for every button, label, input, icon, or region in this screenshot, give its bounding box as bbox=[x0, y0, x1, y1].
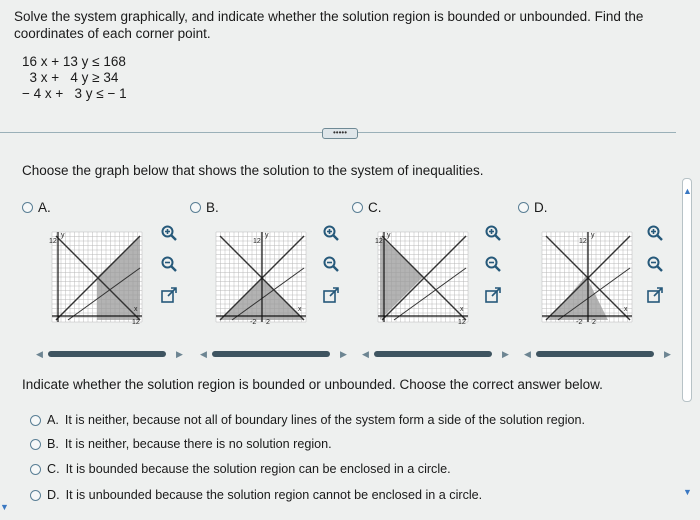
x-tick-label: 12 bbox=[458, 319, 466, 326]
radio-button[interactable] bbox=[30, 415, 41, 426]
external-link-icon[interactable] bbox=[322, 286, 340, 304]
option-letter: C. bbox=[368, 200, 382, 215]
answer-a[interactable] bbox=[30, 413, 585, 427]
x-axis-label: x bbox=[624, 306, 628, 313]
external-link-icon[interactable] bbox=[484, 286, 502, 304]
option-a[interactable] bbox=[22, 200, 51, 215]
zoom-out-icon[interactable] bbox=[322, 255, 340, 273]
zoom-in-icon[interactable] bbox=[484, 224, 502, 242]
x-axis-label: x bbox=[460, 306, 464, 313]
zoom-out-icon[interactable] bbox=[160, 255, 178, 273]
y-axis-label: y bbox=[387, 232, 391, 239]
option-c[interactable] bbox=[352, 200, 382, 215]
inequality-list bbox=[22, 54, 127, 102]
x-tick-label: 2 bbox=[592, 319, 596, 326]
horizontal-scrollbar-d[interactable]: ◀ ▶ bbox=[524, 349, 671, 359]
chevron-down-icon: ▼ bbox=[0, 502, 9, 512]
inequality-1: 16 x + 13 y ≤ 168 bbox=[22, 54, 126, 69]
radio-button[interactable] bbox=[22, 202, 33, 213]
icon-column-d bbox=[646, 224, 668, 317]
icon-column-a bbox=[160, 224, 182, 317]
part1-prompt: Choose the graph below that shows the solution to the system of inequalities. bbox=[22, 163, 484, 178]
answer-letter: D. bbox=[47, 488, 60, 502]
inequality-3: − 4 x + 3 y ≤ − 1 bbox=[22, 86, 127, 101]
question-text: Solve the system graphically, and indicate whether the solution region is bounded or unbounded. Find the coordinates of each corner point. bbox=[14, 9, 644, 41]
answer-text: It is neither, because there is no solution region. bbox=[64, 437, 332, 451]
y-tick-label: 12 bbox=[579, 238, 587, 245]
answer-d[interactable] bbox=[30, 488, 482, 502]
icon-column-b bbox=[322, 224, 344, 317]
zoom-in-icon[interactable] bbox=[160, 224, 178, 242]
icon-column-c bbox=[484, 224, 506, 317]
zoom-in-icon[interactable] bbox=[322, 224, 340, 242]
vertical-scrollbar[interactable] bbox=[682, 178, 692, 402]
zoom-in-icon[interactable] bbox=[646, 224, 664, 242]
scroll-down-icon[interactable]: ▼ bbox=[683, 487, 692, 497]
zoom-out-icon[interactable] bbox=[484, 255, 502, 273]
radio-button[interactable] bbox=[30, 490, 41, 501]
x-tick-label: 12 bbox=[132, 319, 140, 326]
option-letter: A. bbox=[38, 200, 51, 215]
answer-letter: B. bbox=[47, 437, 59, 451]
option-d[interactable] bbox=[518, 200, 548, 215]
radio-button[interactable] bbox=[190, 202, 201, 213]
graph-b[interactable] bbox=[212, 228, 310, 326]
x-tick-label: -2 bbox=[576, 319, 583, 326]
external-link-icon[interactable] bbox=[160, 286, 178, 304]
radio-button[interactable] bbox=[30, 439, 41, 450]
radio-button[interactable] bbox=[518, 202, 529, 213]
scroll-up-icon[interactable]: ▲ bbox=[683, 186, 692, 196]
option-b[interactable] bbox=[190, 200, 219, 215]
horizontal-scrollbar-c[interactable]: ◀ ▶ bbox=[362, 349, 509, 359]
external-link-icon[interactable] bbox=[646, 286, 664, 304]
y-axis-label: y bbox=[591, 232, 595, 239]
answer-text: It is unbounded because the solution region cannot be enclosed in a circle. bbox=[65, 488, 483, 502]
horizontal-scrollbar-b[interactable]: ◀ ▶ bbox=[200, 349, 347, 359]
x-axis-label: x bbox=[134, 306, 138, 313]
graph-d[interactable] bbox=[538, 228, 636, 326]
answer-letter: A. bbox=[47, 413, 59, 427]
option-letter: B. bbox=[206, 200, 219, 215]
expand-button[interactable]: ••••• bbox=[322, 128, 358, 139]
zoom-out-icon[interactable] bbox=[646, 255, 664, 273]
radio-button[interactable] bbox=[352, 202, 363, 213]
x-tick-label: -2 bbox=[250, 319, 257, 326]
y-axis-label: y bbox=[61, 232, 65, 239]
answer-text: It is bounded because the solution region can be enclosed in a circle. bbox=[65, 462, 451, 476]
horizontal-scrollbar-a[interactable]: ◀ ▶ bbox=[36, 349, 183, 359]
answer-b[interactable] bbox=[30, 437, 332, 451]
radio-button[interactable] bbox=[30, 464, 41, 475]
part2-prompt: Indicate whether the solution region is bounded or unbounded. Choose the correct answer below. bbox=[22, 377, 603, 392]
answer-c[interactable] bbox=[30, 462, 451, 476]
y-axis-label: y bbox=[265, 232, 269, 239]
graph-c[interactable] bbox=[374, 228, 472, 326]
y-tick-label: 12 bbox=[375, 238, 383, 245]
answer-letter: C. bbox=[47, 462, 60, 476]
graph-a[interactable] bbox=[48, 228, 146, 326]
y-tick-label: 12 bbox=[253, 238, 261, 245]
x-axis-label: x bbox=[298, 306, 302, 313]
y-tick-label: 12 bbox=[49, 238, 57, 245]
inequality-2: 3 x + 4 y ≥ 34 bbox=[22, 70, 119, 85]
x-tick-label: 2 bbox=[266, 319, 270, 326]
answer-text: It is neither, because not all of boundary lines of the system form a side of the solution region. bbox=[64, 413, 586, 427]
option-letter: D. bbox=[534, 200, 548, 215]
